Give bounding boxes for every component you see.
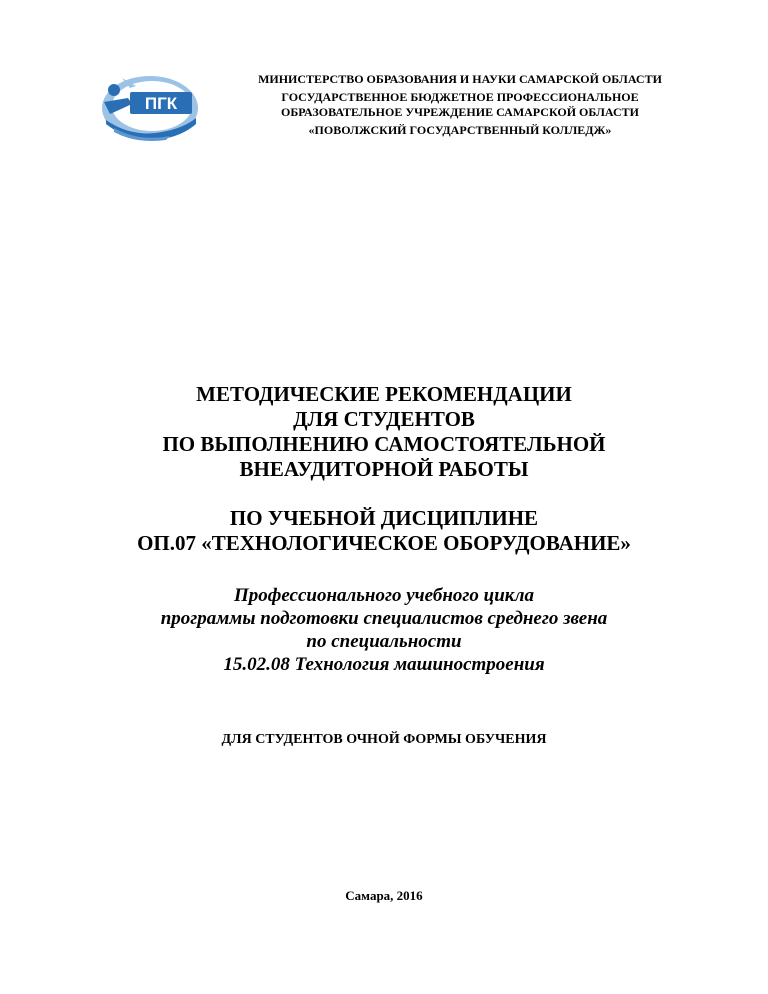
logo-text: ПГК [144,94,178,113]
title-line: ВНЕАУДИТОРНОЙ РАБОТЫ [239,457,529,481]
ministry-name: МИНИСТЕРСТВО ОБРАЗОВАНИЯ И НАУКИ САМАРСКОЙ ОБЛАСТИ [258,72,662,86]
city-year: Самара, 2016 [345,888,423,903]
subtitle-line: 15.02.08 Технология машиностроения [223,654,545,675]
program-subtitle [0,584,768,676]
logo-figure-head [108,84,120,96]
study-form-label: ДЛЯ СТУДЕНТОВ ОЧНОЙ ФОРМЫ ОБУЧЕНИЯ [221,732,547,747]
subtitle-line: программы подготовки специалистов среднего звена [160,608,608,629]
title-line: МЕТОДИЧЕСКИЕ РЕКОМЕНДАЦИИ [196,382,572,406]
document-title [0,382,768,482]
discipline-title [0,506,768,556]
subtitle-line: по специальности [306,631,462,652]
college-name: «ПОВОЛЖСКИЙ ГОСУДАРСТВЕННЫЙ КОЛЛЕДЖ» [308,123,612,137]
institution-header [205,72,715,138]
college-logo [92,68,202,142]
discipline-line: ПО УЧЕБНОЙ ДИСЦИПЛИНЕ [229,506,539,530]
title-line: ПО ВЫПОЛНЕНИЮ САМОСТОЯТЕЛЬНОЙ [162,432,606,456]
subtitle-line: Профессионального учебного цикла [233,585,535,606]
title-line: ДЛЯ СТУДЕНТОВ [293,407,475,431]
institution-name-line2: ОБРАЗОВАТЕЛЬНОЕ УЧРЕЖДЕНИЕ САМАРСКОЙ ОБЛАСТИ [280,105,640,119]
institution-name-line1: ГОСУДАРСТВЕННОЕ БЮДЖЕТНОЕ ПРОФЕССИОНАЛЬНОЕ [281,90,639,104]
discipline-line: ОП.07 «ТЕХНОЛОГИЧЕСКОЕ ОБОРУДОВАНИЕ» [137,531,631,555]
